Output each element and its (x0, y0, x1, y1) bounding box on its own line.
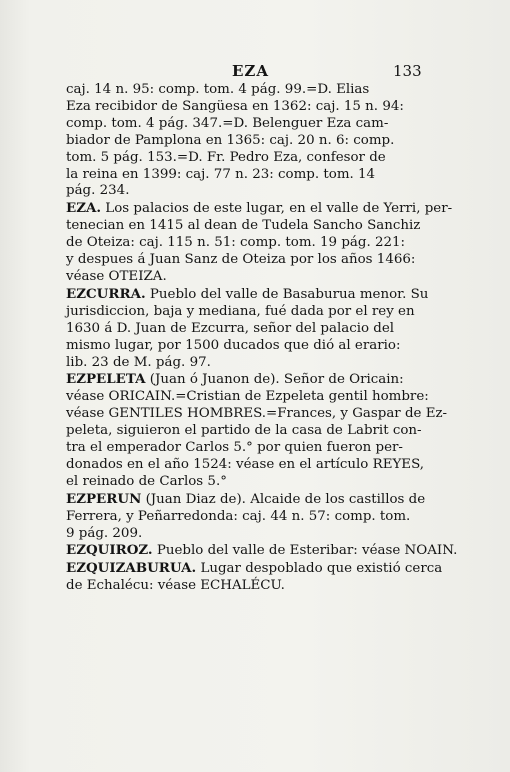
text-line: el reinado de Carlos 5.° (66, 473, 227, 489)
text-line: donados en el año 1524: véase en el artículo REYES, (66, 456, 425, 472)
text-line (66, 560, 444, 578)
entry-term: EZPELETA (66, 371, 146, 388)
entry-text: (Juan ó Juanon de). Señor de Oricain: (145, 372, 404, 388)
entry-term: EZPERUN (66, 490, 142, 507)
text-line: comp. tom. 4 pág. 347.=D. Belenguer Eza cam- (66, 115, 389, 131)
entry-ezcurra (66, 286, 444, 372)
text-line: lib. 23 de M. pág. 97. (66, 354, 211, 370)
entry-text: Pueblo del valle de Esteribar: véase NOAIN. (152, 543, 458, 559)
entry-text: Pueblo del valle de Basaburua menor. Su (145, 286, 429, 302)
page-number: 133 (393, 62, 422, 80)
text-line: caj. 14 n. 95: comp. tom. 4 pág. 99.=D. Elias (66, 82, 370, 97)
text-line: 1630 á D. Juan de Ezcurra, señor del palacio del (66, 320, 395, 336)
text-line: biador de Pamplona en 1365: caj. 20 n. 6: comp. (66, 132, 395, 148)
entry-eza (66, 200, 453, 286)
text-line: peleta, siguieron el partido de la casa de Labrit con- (66, 423, 422, 439)
entry-text: (Juan Diaz de). Alcaide de los castillos de (141, 491, 426, 507)
text-line: la reina en 1399: caj. 77 n. 23: comp. tom. 14 (66, 166, 376, 182)
entry-ezpeleta (66, 371, 448, 490)
text-line: tom. 5 pág. 153.=D. Fr. Pedro Eza, confesor de (66, 149, 386, 165)
entry-term: EZQUIZABURUA. (66, 560, 197, 577)
text-line (66, 285, 444, 304)
entry-text: Los palacios de este lugar, en el valle de Yerri, per- (101, 201, 453, 217)
text-line: de Oteiza: caj. 115 n. 51: comp. tom. 19 pág. 221: (66, 235, 406, 251)
text-line: Ferrera, y Peñarredonda: caj. 44 n. 57: comp. tom. (66, 508, 411, 524)
entry-term: EZA. (66, 200, 102, 217)
entry-ezquiroz (66, 542, 458, 560)
text-line: Eza recibidor de Sangüesa en 1362: caj. 15 n. 94: (66, 98, 404, 114)
page-body (66, 82, 458, 595)
entry-term: EZQUIROZ. (66, 542, 153, 559)
entry-continuation (66, 82, 444, 200)
text-line: tenecian en 1415 al dean de Tudela Sancho Sanchiz (66, 218, 421, 234)
text-line (66, 542, 458, 560)
text-line: tra el emperador Carlos 5.° por quien fueron per- (66, 440, 403, 456)
text-line: véase OTEIZA. (66, 268, 167, 284)
text-line: jurisdiccion, baja y mediana, fué dada por el rey en (66, 303, 415, 319)
text-line: y despues á Juan Sanz de Oteiza por los años 1466: (66, 252, 416, 268)
text-line: de Echalécu: véase ECHALÉCU. (66, 578, 285, 594)
text-line: véase GENTILES HOMBRES.=Frances, y Gaspar de Ez- (66, 406, 448, 422)
entry-ezquizaburua (66, 560, 444, 595)
text-line: pág. 234. (66, 183, 130, 199)
text-line (66, 490, 444, 509)
text-line: 9 pág. 209. (66, 525, 143, 541)
entry-ezperun (66, 491, 444, 543)
entry-text: Lugar despoblado que existió cerca (196, 561, 443, 577)
text-line: véase ORICAIN.=Cristian de Ezpeleta gentil hombre: (66, 389, 429, 405)
entry-term: EZCURRA. (66, 285, 146, 302)
page-header (0, 62, 510, 84)
text-line (66, 200, 453, 218)
text-line: mismo lugar, por 1500 ducados que dió al erario: (66, 337, 401, 353)
running-head: EZA (232, 62, 270, 80)
text-line (66, 371, 444, 389)
